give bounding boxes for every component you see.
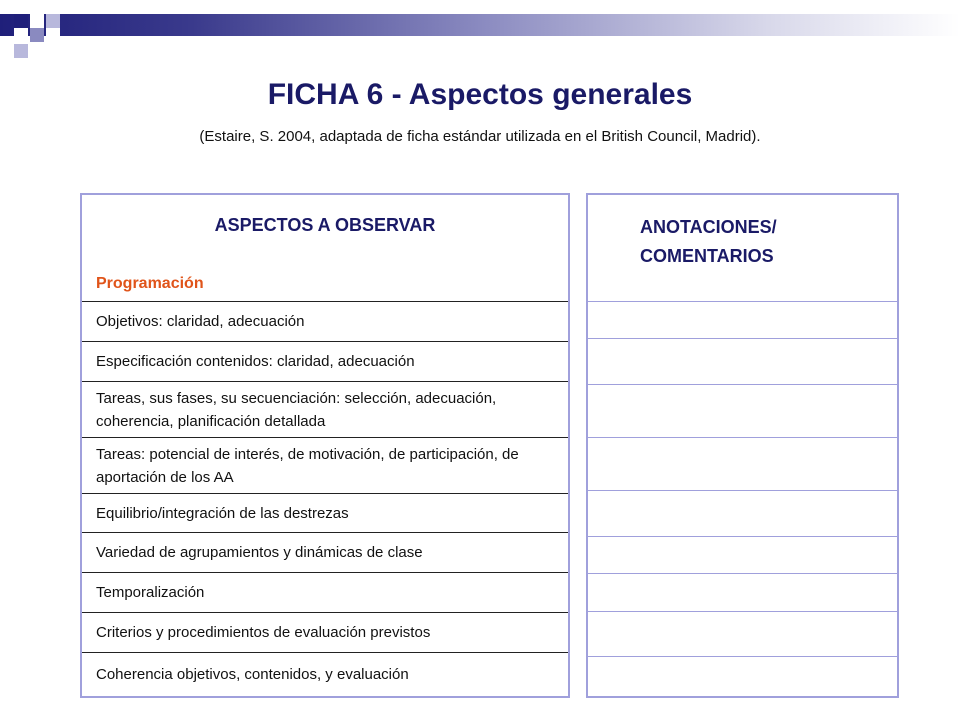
comments-heading xyxy=(640,213,777,271)
page-title: FICHA 6 - Aspectos generales xyxy=(267,78,693,111)
row-text: Equilibrio/integración de las destrezas xyxy=(96,504,349,522)
row-text: Temporalización xyxy=(96,584,205,601)
comments-heading-line1: ANOTACIONES/ xyxy=(640,217,777,237)
table-row xyxy=(82,301,568,341)
table-row xyxy=(82,437,568,493)
row-text: Tareas: potencial de interés, de motivación, de participación, de aportación de los AA xyxy=(96,445,519,486)
row-text: Especificación contenidos: claridad, adecuación xyxy=(96,353,415,370)
decorative-square xyxy=(30,14,44,28)
comments-table-header xyxy=(588,195,897,301)
decorative-square xyxy=(14,44,28,58)
aspects-table-header xyxy=(82,195,568,301)
decorative-square xyxy=(14,14,28,28)
table-row xyxy=(82,612,568,652)
row-text: Tareas, sus fases, su secuenciación: selección, adecuación, coherencia, planificación detallada xyxy=(96,389,497,430)
table-row xyxy=(82,341,568,381)
comment-cell[interactable] xyxy=(588,338,897,384)
row-text: Coherencia objetivos, contenidos, y evaluación xyxy=(96,666,409,683)
comment-cell[interactable] xyxy=(588,384,897,437)
row-text: Variedad de agrupamientos y dinámicas de clase xyxy=(96,544,423,561)
table-row xyxy=(82,532,568,572)
aspects-table xyxy=(80,193,570,698)
section-label: Programación xyxy=(96,275,204,292)
decorative-square xyxy=(46,0,62,14)
decorative-square xyxy=(46,28,60,42)
page-subtitle: (Estaire, S. 2004, adaptada de ficha estándar utilizada en el British Council, Madrid). xyxy=(199,128,761,145)
comments-table xyxy=(586,193,899,698)
comment-cell[interactable] xyxy=(588,490,897,536)
comment-cell[interactable] xyxy=(588,573,897,611)
comments-heading-line2: COMENTARIOS xyxy=(640,246,774,266)
comment-cell[interactable] xyxy=(588,536,897,573)
decorative-square xyxy=(14,28,28,42)
table-row xyxy=(82,493,568,532)
table-row xyxy=(82,381,568,437)
decorative-top-band xyxy=(0,14,960,36)
comment-cell[interactable] xyxy=(588,611,897,656)
decorative-square xyxy=(46,14,60,28)
row-text: Objetivos: claridad, adecuación xyxy=(96,313,305,330)
row-text: Criterios y procedimientos de evaluación previstos xyxy=(96,624,431,641)
decorative-square xyxy=(30,28,44,42)
aspects-heading: ASPECTOS A OBSERVAR xyxy=(214,215,436,235)
comment-cell[interactable] xyxy=(588,656,897,696)
table-row xyxy=(82,572,568,612)
table-row xyxy=(82,652,568,696)
decorative-square xyxy=(30,44,44,58)
comment-cell[interactable] xyxy=(588,437,897,490)
comment-cell[interactable] xyxy=(588,301,897,338)
